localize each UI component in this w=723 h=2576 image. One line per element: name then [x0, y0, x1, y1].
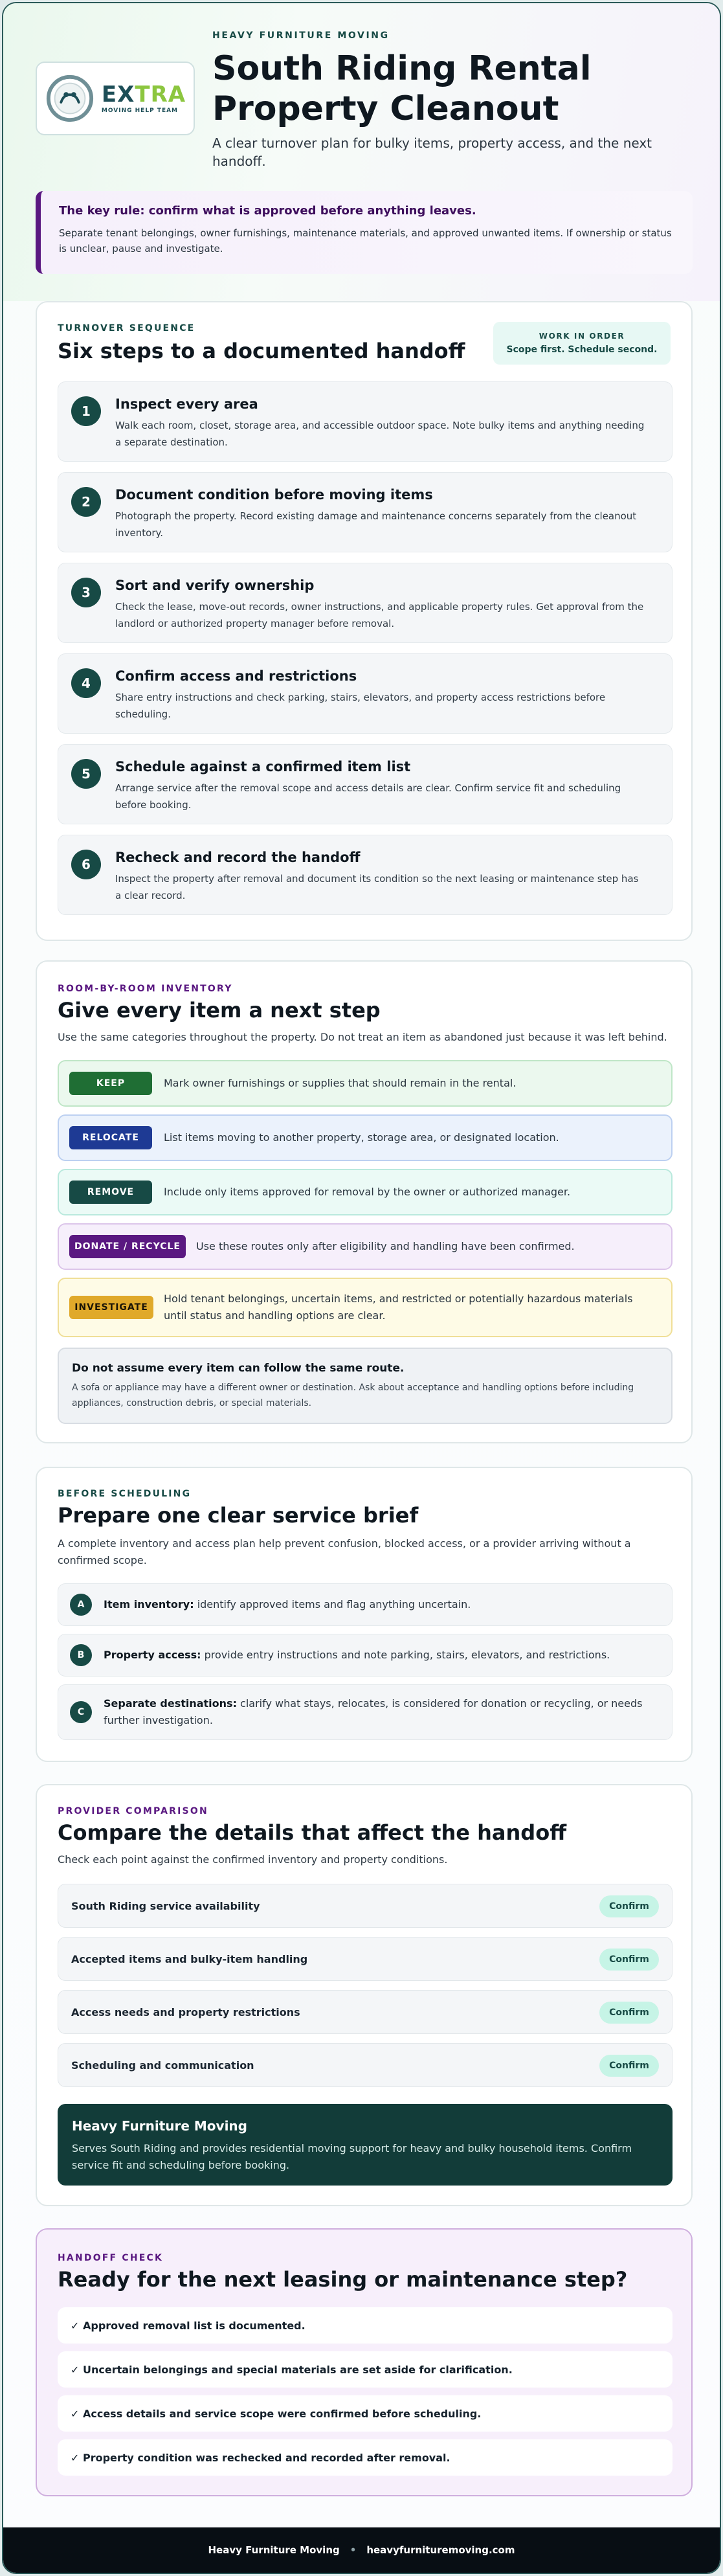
routing-note-text: A sofa or appliance may have a different owner or destination. Ask about acceptance and handling options before including appliances, construction debris, or special materials. — [72, 1383, 634, 1408]
step-text: Photograph the property. Record existing damage and maintenance concerns separately from the cleanout inventory. — [115, 510, 637, 539]
step-item — [58, 835, 673, 915]
comparison-label: Scheduling and communication — [71, 2059, 254, 2072]
inventory-section — [36, 960, 693, 1443]
checklist-item: ✓ Uncertain belongings and special materials are set aside for clarification. — [58, 2351, 673, 2388]
step-number: 3 — [71, 578, 101, 607]
footer-brand: Heavy Furniture Moving — [208, 2544, 340, 2556]
routing-note — [58, 1348, 673, 1424]
brief-label: Property access: — [104, 1649, 201, 1661]
brief-detail: clarify what stays, relocates, is considered for donation or recycling, or needs further investigation. — [104, 1697, 643, 1726]
handoff-title: Ready for the next leasing or maintenance step? — [58, 2267, 628, 2292]
brief-letter: B — [70, 1644, 92, 1666]
provider-kicker: PROVIDER COMPARISON — [58, 1806, 208, 1816]
inventory-row-investigate — [58, 1278, 673, 1337]
comparison-row — [58, 1937, 673, 1981]
key-rule-text: Separate tenant belongings, owner furnishings, maintenance materials, and approved unwanted items. If ownership or status is unclear, pause and investigate. — [59, 227, 672, 254]
step-text: Check the lease, move-out records, owner instructions, and applicable property rules. Get approval from the landlord or authorized property manager before removal. — [115, 601, 644, 629]
handoff-kicker: HANDOFF CHECK — [58, 2253, 164, 2263]
comparison-label: Accepted items and bulky-item handling — [71, 1953, 308, 1965]
step-text: Inspect the property after removal and document its condition so the next leasing or maintenance step has a clear record. — [115, 873, 639, 901]
category-tag: RELOCATE — [69, 1126, 152, 1149]
category-text: List items moving to another property, storage area, or designated location. — [164, 1131, 559, 1144]
brief-row — [58, 1634, 673, 1677]
service-brief-section — [36, 1467, 693, 1762]
logo-tagline: MOVING HELP TEAM — [101, 107, 179, 114]
brief-label: Item inventory: — [104, 1598, 194, 1610]
brief-kicker: BEFORE SCHEDULING — [58, 1489, 192, 1499]
comparison-row — [58, 2043, 673, 2087]
page — [2, 2, 721, 2574]
provider-highlight — [58, 2104, 673, 2186]
brief-detail: identify approved items and flag anything uncertain. — [194, 1598, 471, 1610]
step-item — [58, 472, 673, 552]
provider-lead: Check each point against the confirmed inventory and property conditions. — [58, 1853, 448, 1866]
step-text: Walk each room, closet, storage area, and accessible outdoor space. Note bulky items and anything needing a separate destination. — [115, 420, 645, 448]
checklist-item: ✓ Access details and service scope were confirmed before scheduling. — [58, 2395, 673, 2432]
step-number: 4 — [71, 668, 101, 698]
inventory-title: Give every item a next step — [58, 998, 381, 1022]
work-order-text: Scope first. Schedule second. — [506, 345, 658, 355]
inventory-row-remove — [58, 1169, 673, 1215]
brief-row — [58, 1684, 673, 1740]
step-number: 1 — [71, 396, 101, 426]
step-text: Share entry instructions and check parking, stairs, elevators, and property access restrictions before scheduling. — [115, 692, 606, 720]
provider-name: Heavy Furniture Moving — [72, 2118, 247, 2134]
step-item — [58, 563, 673, 643]
checklist-item: ✓ Approved removal list is documented. — [58, 2307, 673, 2344]
brief-detail: provide entry instructions and note parking, stairs, elevators, and restrictions. — [201, 1649, 610, 1661]
comparison-row — [58, 1884, 673, 1928]
page-subtitle: A clear turnover plan for bulky items, property access, and the next handoff. — [212, 135, 652, 169]
brief-letter: C — [70, 1701, 92, 1723]
footer-site-link[interactable]: heavyfurnituremoving.com — [366, 2544, 515, 2556]
step-text: Arrange service after the removal scope and access details are clear. Confirm service fit and scheduling before booking. — [115, 782, 621, 811]
turnover-kicker: TURNOVER SEQUENCE — [58, 323, 195, 333]
provider-description: Serves South Riding and provides residential moving support for heavy and bulky household items. Confirm service fit and scheduling before booking. — [72, 2142, 632, 2171]
brief-text — [104, 1596, 654, 1613]
inventory-row-donate-recycle — [58, 1223, 673, 1270]
logo-wordmark — [101, 81, 186, 114]
comparison-label: Access needs and property restrictions — [71, 2006, 300, 2018]
category-text: Mark owner furnishings or supplies that should remain in the rental. — [164, 1077, 517, 1089]
footer — [3, 2527, 720, 2573]
brief-label: Separate destinations: — [104, 1697, 237, 1710]
footer-separator: • — [350, 2544, 357, 2556]
handoff-check-section — [36, 2228, 693, 2496]
category-text: Use these routes only after eligibility and handling have been confirmed. — [196, 1240, 575, 1252]
confirm-button[interactable]: Confirm — [599, 2055, 659, 2077]
step-item — [58, 744, 673, 824]
inventory-row-relocate — [58, 1114, 673, 1161]
step-title: Document condition before moving items — [115, 487, 433, 503]
comparison-label: South Riding service availability — [71, 1900, 260, 1912]
category-tag: REMOVE — [69, 1181, 152, 1204]
inventory-lead: Use the same categories throughout the property. Do not treat an item as abandoned just because it was left behind. — [58, 1031, 667, 1043]
category-tag: INVESTIGATE — [69, 1296, 153, 1319]
step-title: Confirm access and restrictions — [115, 668, 357, 684]
brief-title: Prepare one clear service brief — [58, 1503, 419, 1528]
provider-comparison-section — [36, 1784, 693, 2206]
brief-row — [58, 1583, 673, 1626]
routing-note-title: Do not assume every item can follow the same route. — [72, 1362, 405, 1375]
inventory-kicker: ROOM-BY-ROOM INVENTORY — [58, 984, 233, 994]
brief-lead: A complete inventory and access plan help prevent confusion, blocked access, or a provider arriving without a confirmed scope. — [58, 1537, 631, 1566]
hero — [3, 3, 720, 301]
key-rule-callout — [36, 191, 693, 274]
confirm-button[interactable]: Confirm — [599, 1949, 659, 1971]
step-item — [58, 381, 673, 462]
confirm-button[interactable]: Confirm — [599, 2002, 659, 2024]
step-title: Recheck and record the handoff — [115, 850, 361, 865]
step-title: Sort and verify ownership — [115, 578, 315, 593]
category-tag: KEEP — [69, 1072, 152, 1095]
inventory-row-keep — [58, 1060, 673, 1107]
category-text: Include only items approved for removal by the owner or authorized manager. — [164, 1186, 571, 1198]
work-order-badge — [493, 322, 671, 365]
step-number: 5 — [71, 759, 101, 789]
provider-title: Compare the details that affect the handoff — [58, 1820, 567, 1845]
confirm-button[interactable]: Confirm — [599, 1895, 659, 1917]
page-title: South Riding Rental Property Cleanout — [212, 49, 592, 128]
logo-emblem-icon — [45, 73, 95, 124]
brief-letter: A — [70, 1594, 92, 1616]
step-number: 2 — [71, 487, 101, 517]
comparison-row — [58, 1990, 673, 2034]
logo-word-right: TRA — [135, 81, 186, 107]
brief-text — [104, 1695, 654, 1729]
work-order-label: WORK IN ORDER — [539, 332, 625, 341]
company-logo[interactable] — [36, 62, 195, 135]
step-title: Schedule against a confirmed item list — [115, 759, 411, 774]
turnover-section — [36, 301, 693, 941]
turnover-title: Six steps to a documented handoff — [58, 339, 465, 363]
key-rule-title: The key rule: confirm what is approved before anything leaves. — [59, 204, 476, 218]
step-number: 6 — [71, 850, 101, 879]
hero-kicker: HEAVY FURNITURE MOVING — [212, 30, 390, 41]
brief-text — [104, 1647, 654, 1664]
checklist-item: ✓ Property condition was rechecked and recorded after removal. — [58, 2439, 673, 2476]
category-text: Hold tenant belongings, uncertain items, and restricted or potentially hazardous materials until status and handling options are clear. — [164, 1293, 633, 1322]
category-tag: DONATE / RECYCLE — [69, 1235, 186, 1258]
step-item — [58, 653, 673, 734]
logo-word-left: EX — [101, 81, 135, 107]
step-title: Inspect every area — [115, 396, 258, 412]
